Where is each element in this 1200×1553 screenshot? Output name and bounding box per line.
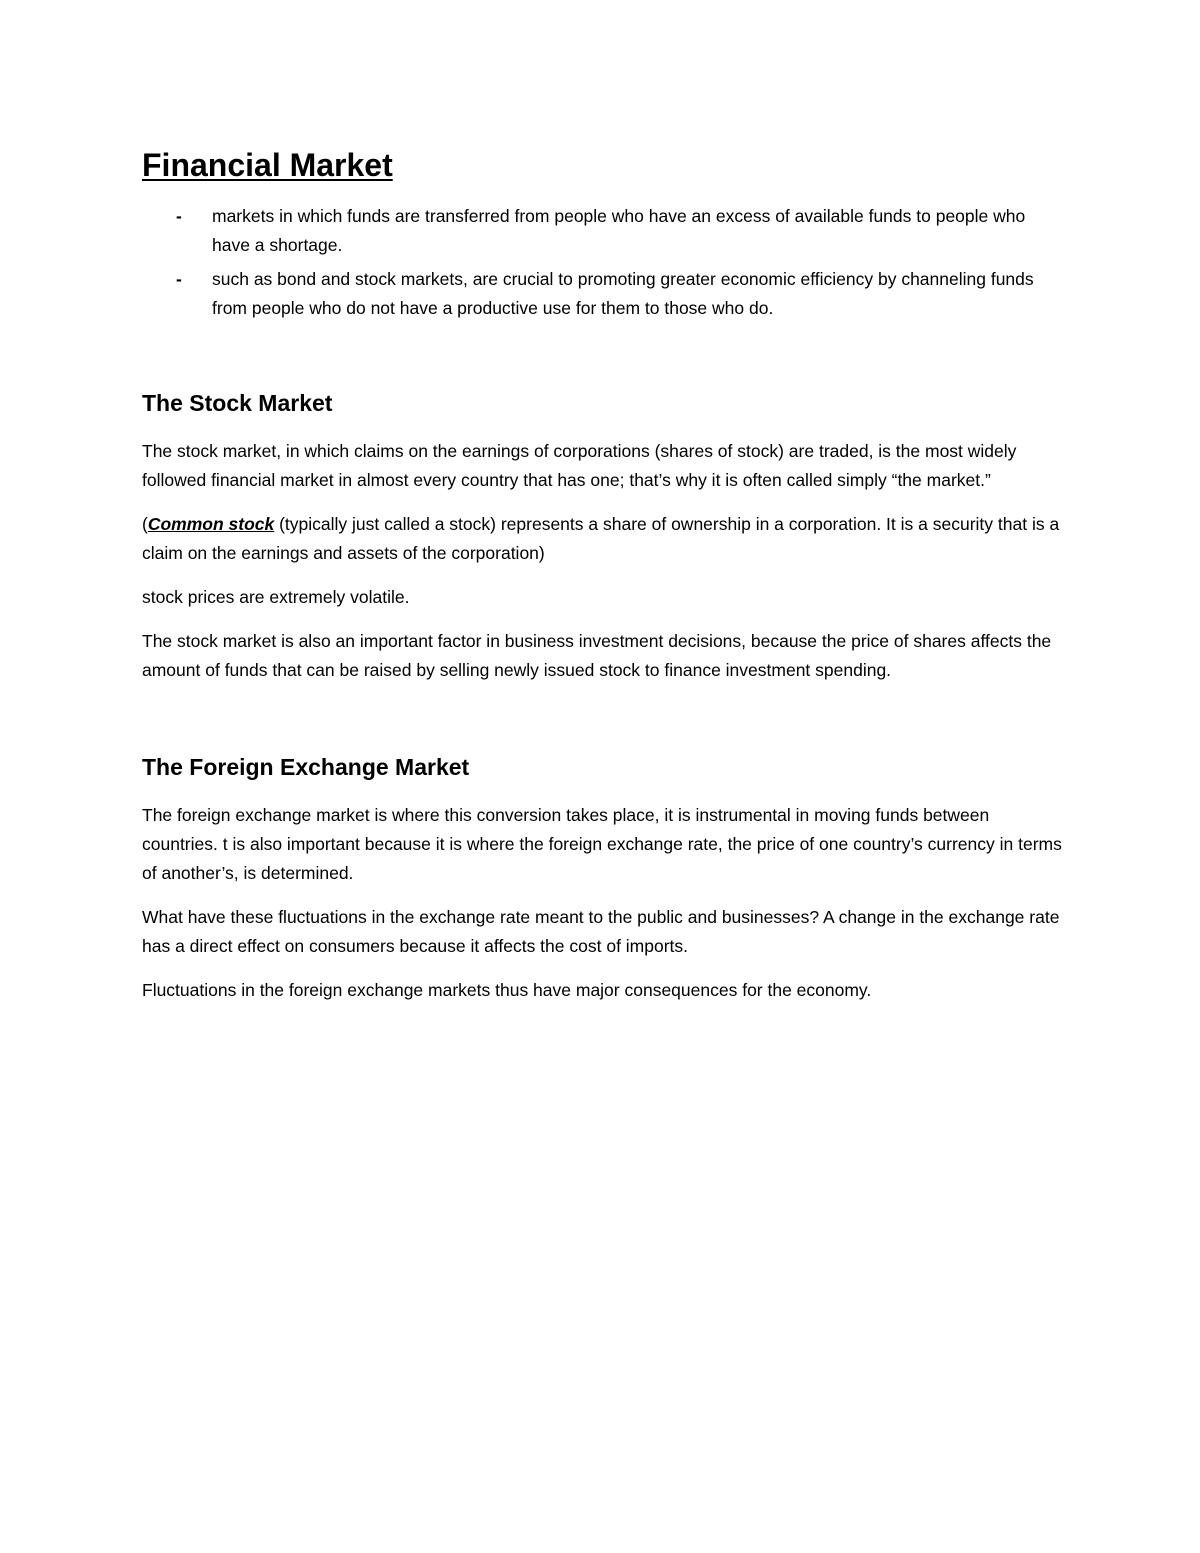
common-stock-term: Common stock xyxy=(147,514,275,534)
stock-market-heading: The Stock Market xyxy=(142,390,333,416)
page-title: Financial Market xyxy=(142,147,393,183)
stock-paragraph-4: The stock market is also an important factor in business investment decisions, because the price of shares affects the amount of funds that can be raised by selling newly issued stock to finance investment spending. xyxy=(142,631,1052,680)
fx-paragraph-3: Fluctuations in the foreign exchange markets thus have major consequences for the economy. xyxy=(142,980,872,1000)
list-item xyxy=(142,265,1062,323)
document-content xyxy=(142,140,1062,1020)
fx-market-heading: The Foreign Exchange Market xyxy=(142,754,470,780)
bullet-dash: - xyxy=(176,206,182,226)
list-item xyxy=(142,202,1062,260)
stock-paragraph-1: The stock market, in which claims on the earnings of corporations (shares of stock) are traded, is the most widely followed financial market in almost every country that has one; that’s why it is often called simply “the market.” xyxy=(142,441,1017,490)
definition-list xyxy=(142,202,1062,323)
stock-paragraph-2 xyxy=(142,510,1062,568)
bullet-text: such as bond and stock markets, are crucial to promoting greater economic efficiency by channeling funds from people who do not have a productive use for them to those who do. xyxy=(212,269,1034,318)
bullet-text: markets in which funds are transferred from people who have an excess of available funds to people who have a shortage. xyxy=(212,206,1026,255)
paren-open: ( xyxy=(142,514,148,534)
fx-paragraph-1: The foreign exchange market is where this conversion takes place, it is instrumental in moving funds between countries. t is also important because it is where the foreign exchange rate, the price of one country’s currency in terms of another’s, is determined. xyxy=(142,805,1062,883)
stock-paragraph-2-text: (typically just called a stock) represents a share of ownership in a corporation. It is a security that is a claim on the earnings and assets of the corporation) xyxy=(142,514,1060,563)
bullet-dash: - xyxy=(176,269,182,289)
fx-paragraph-2: What have these fluctuations in the exchange rate meant to the public and businesses? A change in the exchange rate has a direct effect on consumers because it affects the cost of imports. xyxy=(142,907,1060,956)
stock-paragraph-3: stock prices are extremely volatile. xyxy=(142,587,410,607)
